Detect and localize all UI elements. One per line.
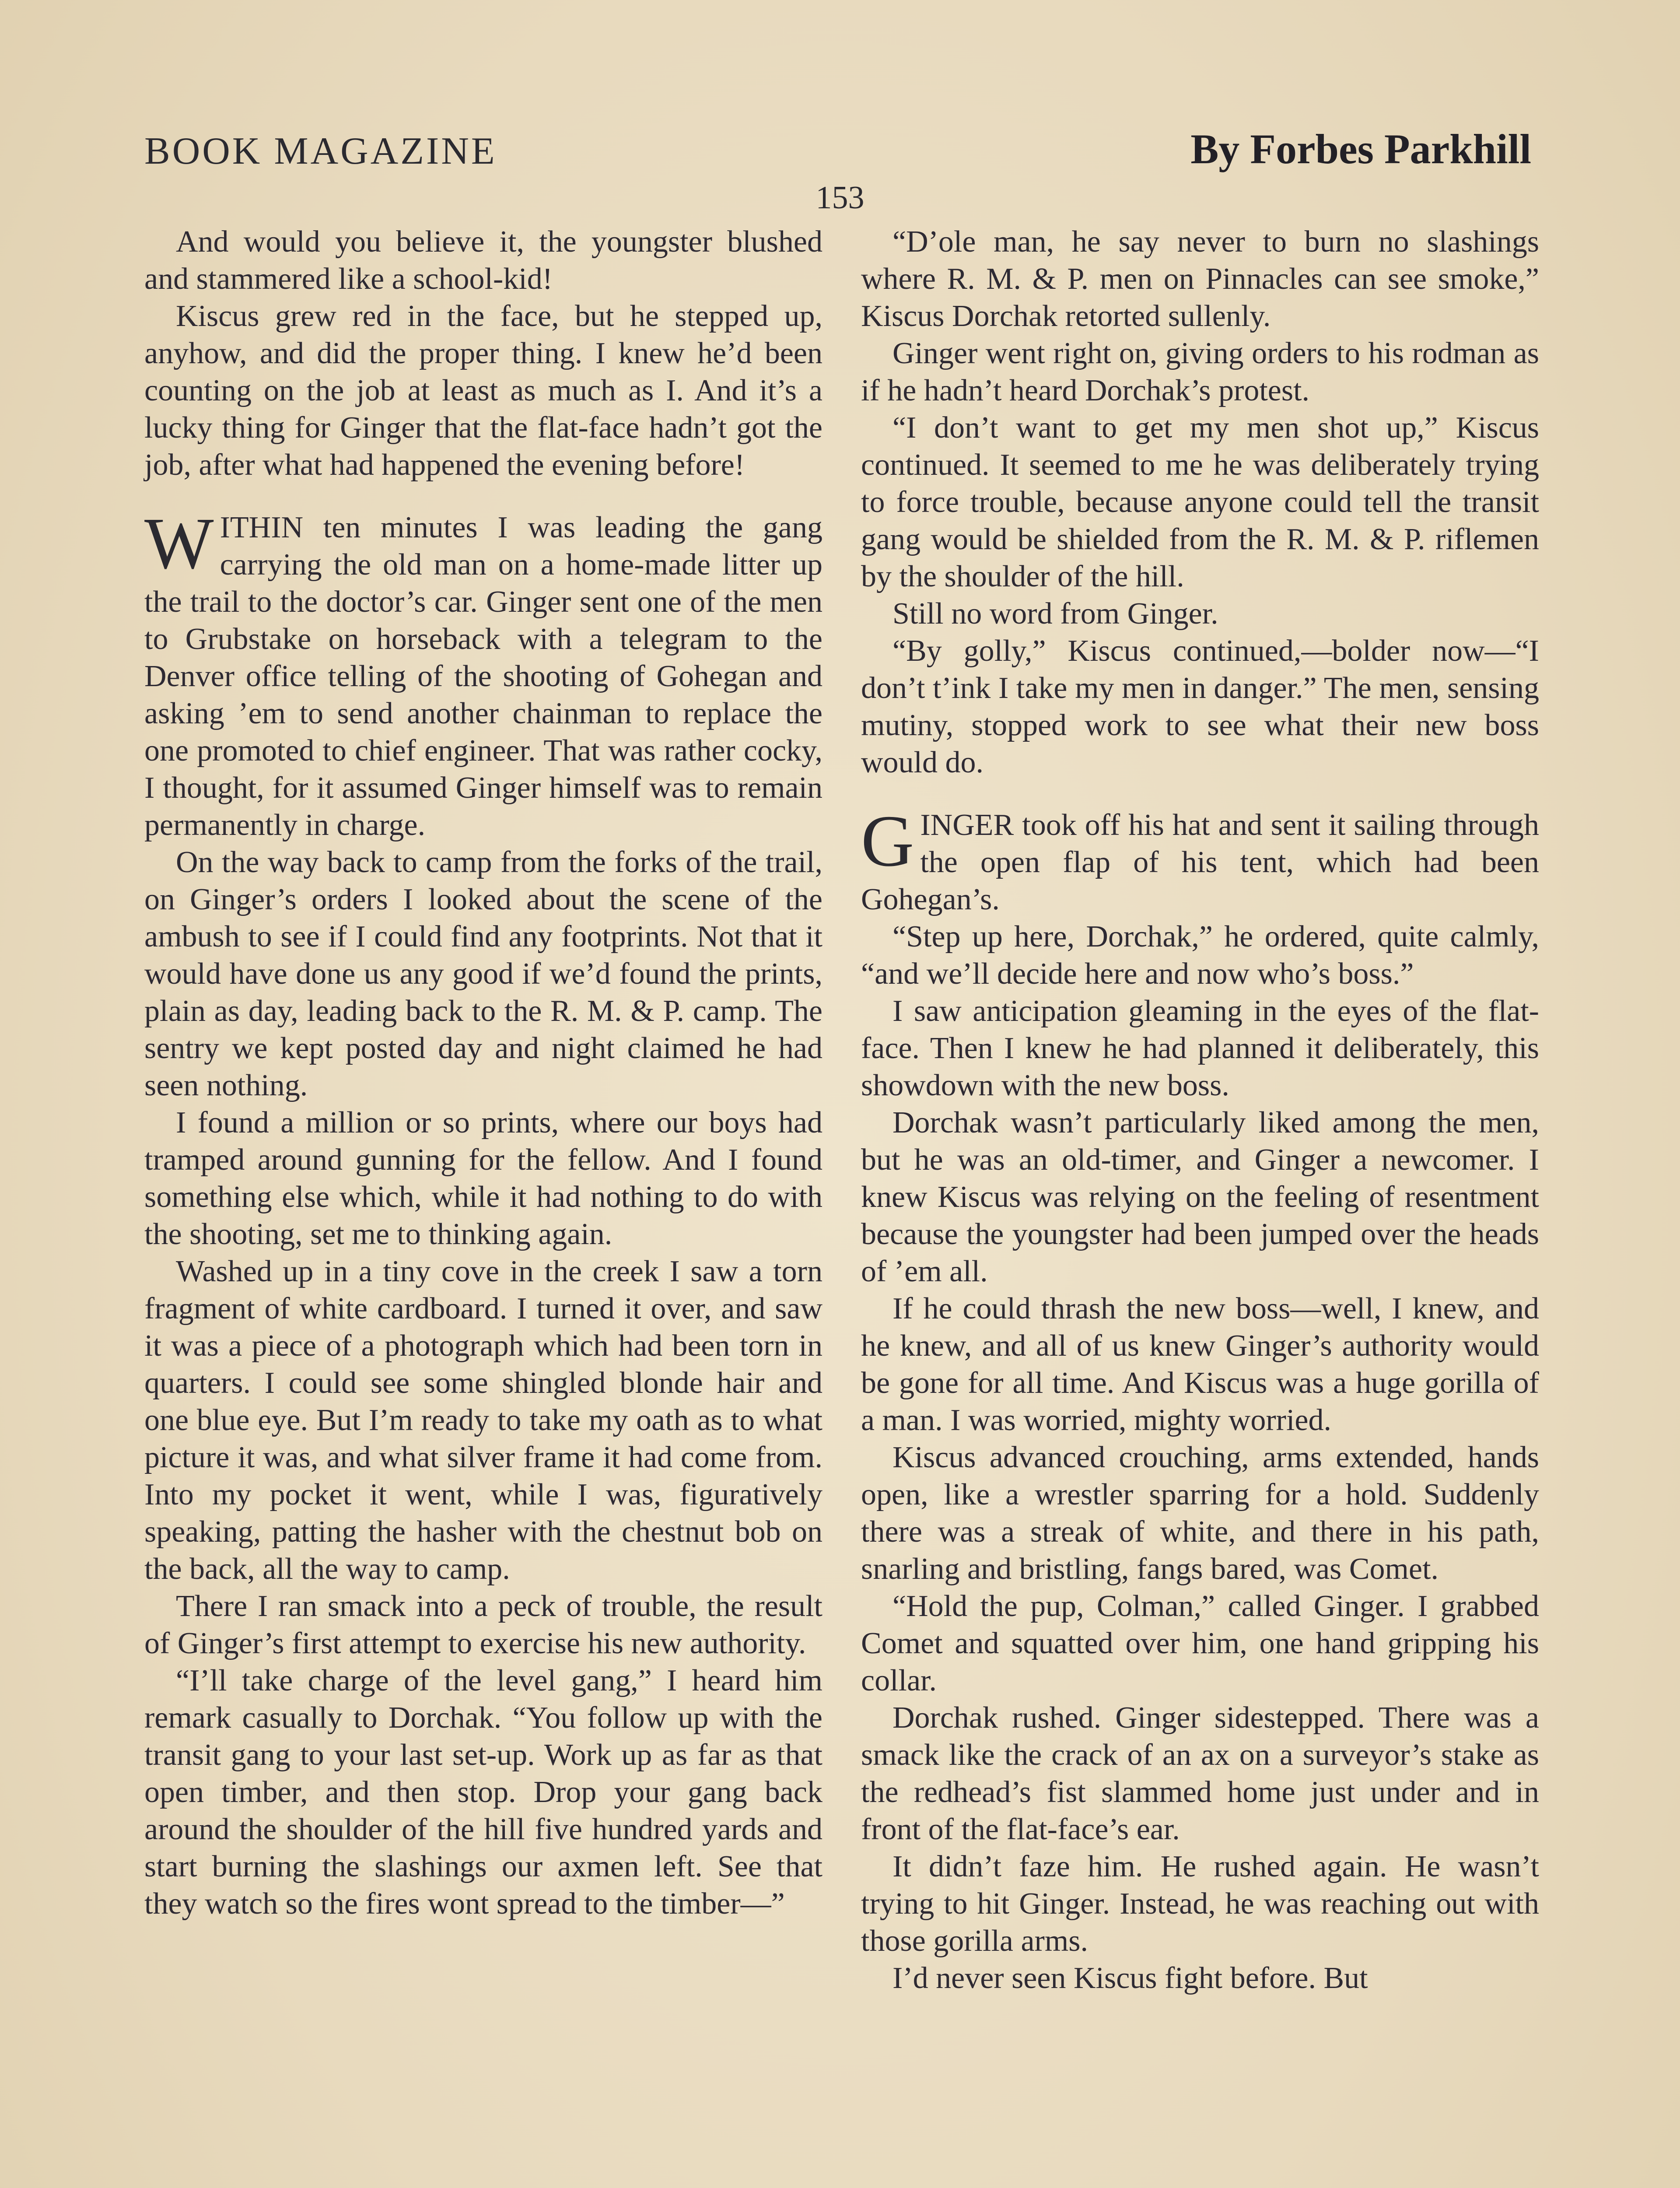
left-column	[144, 223, 822, 1922]
paragraph: Dorchak rushed. Ginger sidestepped. There was a smack like the crack of an ax on a surveyor’s stake as the redhead’s fist slammed home just under and in front of the flat-face’s ear.	[861, 1701, 1539, 1846]
paragraph: “Step up here, Dorchak,” he ordered, quite calmly, “and we’ll decide here and now who’s boss.”	[861, 920, 1539, 991]
section-paragraph	[861, 800, 1539, 918]
paragraph: “I don’t want to get my men shot up,” Kiscus continued. It seemed to me he was deliberately trying to force trouble, because anyone could tell the transit gang would be shielded from the R. M. & P. riflemen by the shoulder of the hill.	[861, 411, 1539, 593]
paragraph: “D’ole man, he say never to burn no slashings where R. M. & P. men on Pinnacles can see smoke,” Kiscus Dorchak retorted sullenly.	[861, 225, 1539, 333]
paragraph: “Hold the pup, Colman,” called Ginger. I grabbed Comet and squatted over him, one hand gripping his collar.	[861, 1589, 1539, 1697]
drop-cap: G	[861, 800, 914, 882]
paragraph: I found a million or so prints, where our boys had tramped around gunning for the fellow. And I found something else which, while it had nothing to do with the shooting, set me to thinking again.	[144, 1106, 822, 1251]
drop-cap: W	[144, 503, 214, 584]
paragraph-text: ITHIN ten minutes I was leading the gang carrying the old man on a home-made litter up the trail to the doctor’s car. Ginger sent one of the men to Grubstake on horseback with a telegram to the Denver office telling of the shooting of Gohegan and asking ’em to send another chainman to replace the one promoted to chief engineer. That was rather cocky, I thought, for it assumed Ginger himself was to remain permanently in charge.	[144, 511, 822, 842]
page-number: 153	[816, 180, 864, 216]
magazine-title: BOOK MAGAZINE	[144, 130, 497, 172]
paragraph: On the way back to camp from the forks of the trail, on Ginger’s orders I looked about the scene of the ambush to see if I could find any footprints. Not that it would have done us any good if we’d found the prints, plain as day, leading back to the R. M. & P. camp. The sentry we kept posted day and night claimed he had seen nothing.	[144, 845, 822, 1102]
paragraph: I’d never seen Kiscus fight before. But	[892, 1961, 1368, 1995]
paragraph: I saw anticipation gleaming in the eyes of the flat-face. Then I knew he had planned it deliberately, this showdown with the new boss.	[861, 994, 1539, 1102]
paragraph: There I ran smack into a peck of trouble, the result of Ginger’s first attempt to exercise his new authority.	[144, 1589, 822, 1660]
paragraph: Kiscus advanced crouching, arms extended, hands open, like a wrestler sparring for a hold. Suddenly there was a streak of white, and there in his path, snarling and bristling, fangs bared, was Comet.	[861, 1441, 1539, 1586]
paragraph: If he could thrash the new boss—well, I knew, and he knew, and all of us knew Ginger’s authority would be gone for all time. And Kiscus was a huge gorilla of a man. I was worried, mighty worried.	[861, 1292, 1539, 1437]
paragraph: Still no word from Ginger.	[892, 597, 1218, 631]
paragraph: And would you believe it, the youngster blushed and stammered like a school-kid!	[144, 225, 822, 296]
section-paragraph	[144, 503, 822, 844]
paragraph: Washed up in a tiny cove in the creek I saw a torn fragment of white cardboard. I turned it over, and saw it was a piece of a photograph which had been torn in quarters. I could see some shingled blonde hair and one blue eye. But I’m ready to take my oath as to what picture it was, and what silver frame it had come from. Into my pocket it went, while I was, figuratively speaking, patting the hasher with the chestnut bob on the back, all the way to camp.	[144, 1255, 822, 1586]
paragraph: Ginger went right on, giving orders to his rodman as if he hadn’t heard Dorchak’s protest.	[861, 337, 1539, 407]
paragraph: Kiscus grew red in the face, but he stepped up, anyhow, and did the proper thing. I knew he’d been counting on the job at least as much as I. And it’s a lucky thing for Ginger that the flat-face hadn’t got the job, after what had happened the evening before!	[144, 299, 822, 482]
author-byline: By Forbes Parkhill	[1190, 126, 1531, 172]
right-column	[861, 223, 1539, 1997]
paragraph: “By golly,” Kiscus continued,—bolder now—“I don’t t’ink I take my men in danger.” The men, sensing mutiny, stopped work to see what their new boss would do.	[861, 634, 1539, 779]
paragraph-text: INGER took off his hat and sent it sailing through the open flap of his tent, which had been Gohegan’s.	[861, 808, 1539, 916]
paragraph: “I’ll take charge of the level gang,” I heard him remark casually to Dorchak. “You follow up with the transit gang to your last set-up. Work up as far as that open timber, and then stop. Drop your gang back around the shoulder of the hill five hundred yards and start burning the slashings our axmen left. See that they watch so the fires wont spread to the timber—”	[144, 1664, 822, 1921]
paragraph: It didn’t faze him. He rushed again. He wasn’t trying to hit Ginger. Instead, he was reaching out with those gorilla arms.	[861, 1850, 1539, 1958]
paragraph: Dorchak wasn’t particularly liked among the men, but he was an old-timer, and Ginger a newcomer. I knew Kiscus was relying on the feeling of resentment because the youngster had been jumped over the heads of ’em all.	[861, 1106, 1539, 1288]
